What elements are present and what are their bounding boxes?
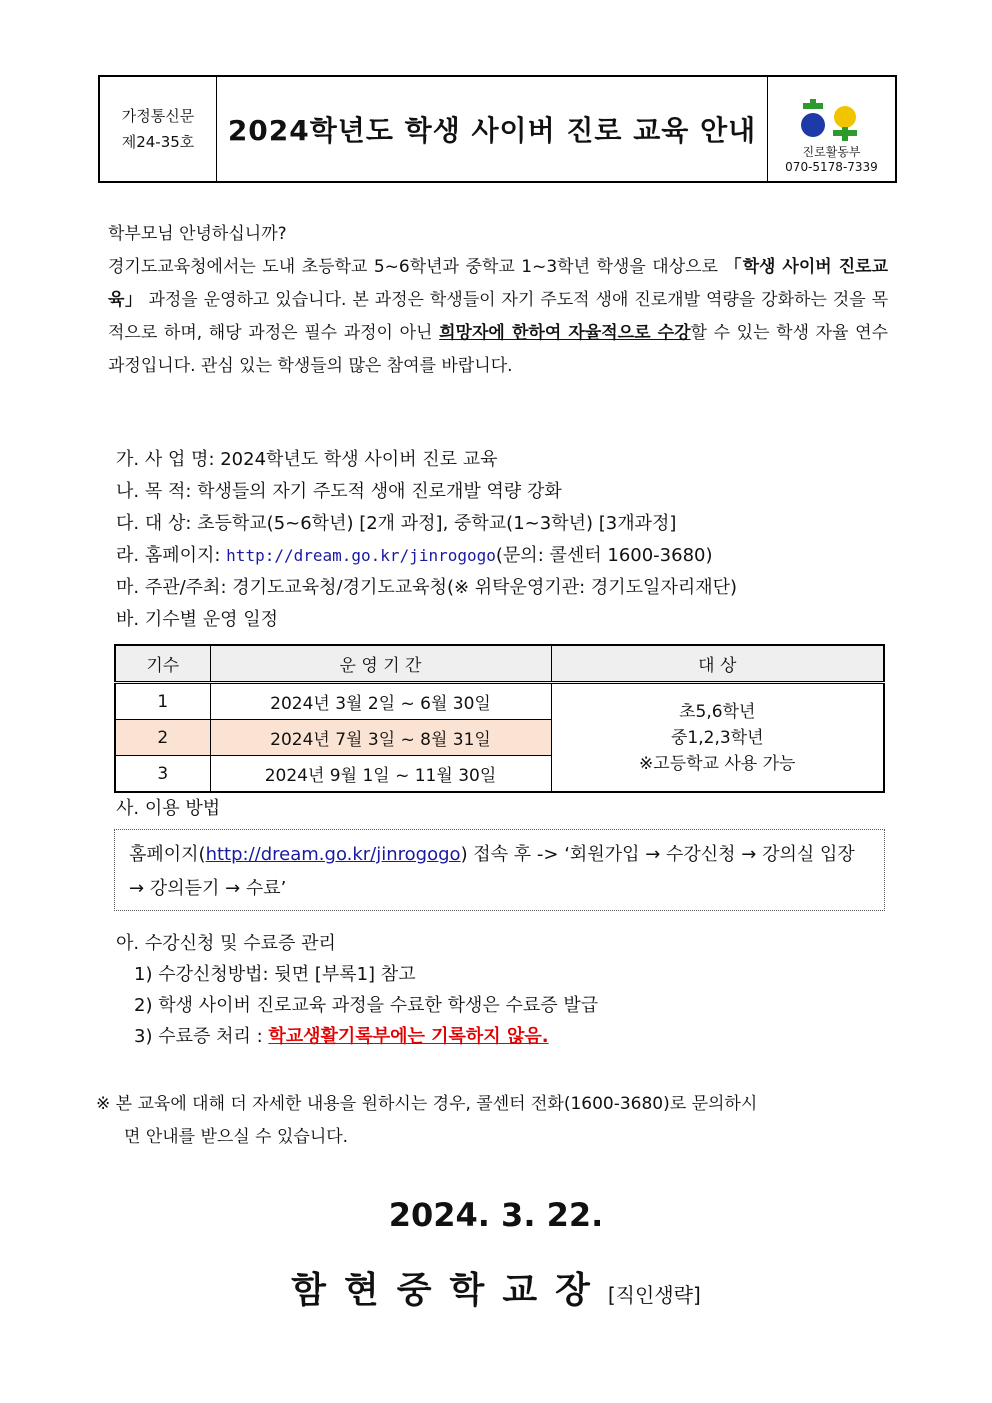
item-target: 다. 대 상: 초등학교(5~6학년) [2개 과정], 중학교(1~3학년) [3개과정]: [116, 513, 677, 534]
signature: [0, 1262, 992, 1313]
intro-paragraph: [108, 251, 888, 383]
management-item: 1) 수강신청방법: 뒷면 [부록1] 참고: [134, 964, 416, 985]
item-homepage: [116, 540, 886, 572]
usage-pre: 홈페이지(: [129, 844, 206, 865]
intro-voluntary-note: 희망자에 한하여 자율적으로 수강: [439, 323, 691, 343]
table-row: [115, 683, 884, 720]
col-header-no: 기수: [115, 645, 210, 683]
col-header-period: 운 영 기 간: [210, 645, 551, 683]
cell-no: 1: [115, 683, 210, 720]
doc-info: [100, 77, 217, 181]
cell-period: 2024년 3월 2일 ~ 6월 30일: [210, 683, 551, 720]
school-logo-icon: [799, 99, 865, 141]
col-header-target: 대 상: [551, 645, 884, 683]
cell-period: 2024년 7월 3일 ~ 8월 31일: [210, 720, 551, 756]
cell-no: 3: [115, 756, 210, 793]
intro-text-2: 과정을 운영하고 있습니다. 본 과정은 학생들이 자기 주도적 생애 진로개발 역량을 강화하는 것을 목적으로 하며, 해당 과정은 필수 과정이 아닌: [108, 290, 888, 343]
item-schedule-title: 바. 기수별 운영 일정: [116, 609, 278, 630]
schedule-table: [114, 644, 885, 793]
cell-period: 2024년 9월 1일 ~ 11월 30일: [210, 756, 551, 793]
target-line: ※고등학교 사용 가능: [639, 753, 796, 774]
contact-note: [96, 1088, 896, 1154]
item-name: 가. 사 업 명: 2024학년도 학생 사이버 진로 교육: [116, 449, 498, 470]
homepage-label: 라. 홈페이지:: [116, 545, 227, 566]
item-purpose: 나. 목 적: 학생들의 자기 주도적 생애 진로개발 역량 강화: [116, 481, 562, 502]
management-item: 2) 학생 사이버 진로교육 과정을 수료한 학생은 수료증 발급: [134, 995, 599, 1016]
dept-info: [767, 77, 895, 181]
dept-phone: 070-5178-7339: [785, 160, 878, 174]
cell-no: 2: [115, 720, 210, 756]
note-line: ※ 본 교육에 대해 더 자세한 내용을 원하시는 경우, 콜센터 전화(1600-3680)로 문의하시: [96, 1094, 758, 1114]
intro-course-name: 「학생 사이버 진로교육」: [108, 257, 888, 310]
intro-text-3: 할 수 있는 학생 자율 연수 과정입니다. 관심 있는 학생들의 많은 참여를 바랍니다.: [108, 323, 888, 376]
cell-target: [551, 683, 884, 793]
homepage-link[interactable]: http://dream.go.kr/jinrogogo: [226, 546, 496, 565]
doc-number: 제24-35호: [121, 133, 195, 151]
issue-date: 2024. 3. 22.: [388, 1196, 604, 1234]
dept-name: 진로활동부: [802, 145, 861, 159]
record-warning: 학교생활기록부에는 기록하지 않음.: [268, 1026, 549, 1047]
homepage-contact: (문의: 콜센터 1600-3680): [495, 545, 713, 566]
usage-link[interactable]: http://dream.go.kr/jinrogogo: [205, 844, 461, 865]
stamp-note: [직인생략]: [607, 1283, 701, 1307]
doc-type: 가정통신문: [121, 107, 195, 125]
usage-box: [114, 829, 885, 911]
management-item: [116, 1021, 598, 1052]
greeting: 학부모님 안녕하십니까?: [108, 224, 287, 244]
page-title: 2024학년도 학생 사이버 진로 교육 안내: [227, 114, 757, 147]
management-title: 아. 수강신청 및 수료증 관리: [116, 933, 336, 954]
document-header: [98, 75, 897, 183]
note-line: 면 안내를 받으실 수 있습니다.: [124, 1127, 349, 1147]
signer-name: 함현중학교장: [291, 1270, 608, 1311]
table-header-row: [115, 645, 884, 683]
usage-steps: ) 접속 후 -> ‘회원가입 → 수강신청 → 강의실 입장 → 강의듣기 → 수료’: [129, 844, 855, 899]
target-line: 초5,6학년: [679, 701, 756, 722]
usage-title: 사. 이용 방법: [116, 798, 221, 819]
target-line: 중1,2,3학년: [670, 727, 764, 748]
management-section: [116, 928, 598, 1052]
intro-text-1: 경기도교육청에서는 도내 초등학교 5~6학년과 중학교 1~3학년 학생을 대상으로: [108, 257, 725, 277]
intro-section: [108, 218, 888, 383]
program-items: [116, 444, 886, 636]
certificate-label: 3) 수료증 처리 :: [134, 1026, 269, 1047]
item-organizer: 마. 주관/주최: 경기도교육청/경기도교육청(※ 위탁운영기관: 경기도일자리재단): [116, 577, 738, 598]
